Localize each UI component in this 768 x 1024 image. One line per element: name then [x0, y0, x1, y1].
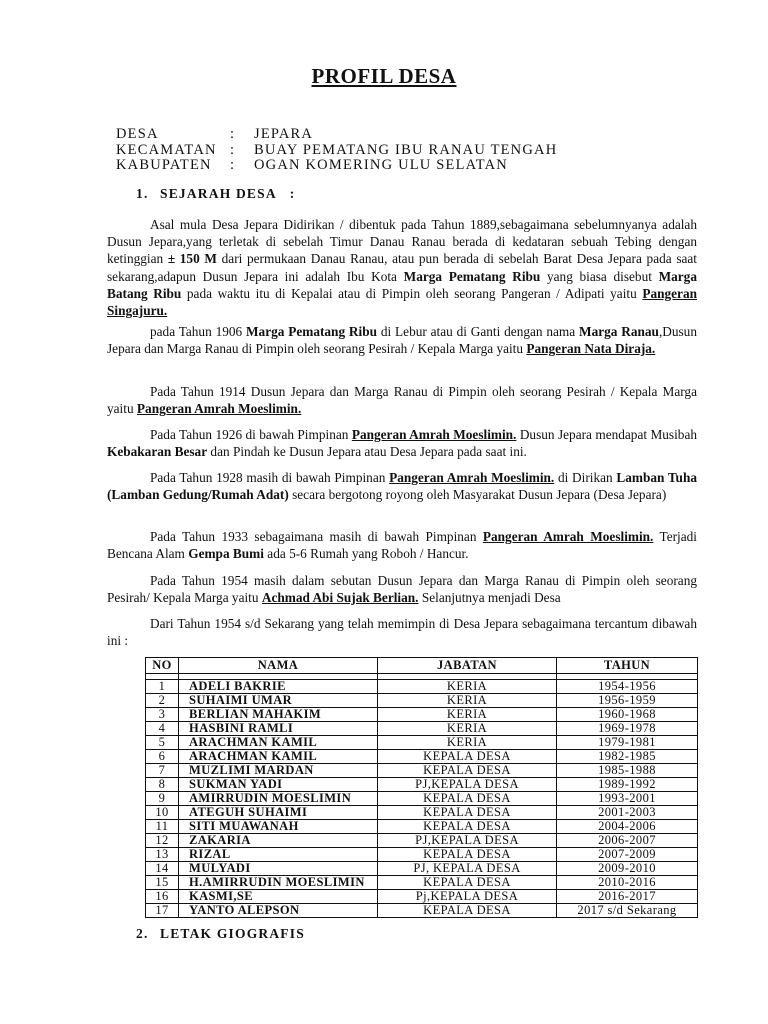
- cell-no: 3: [146, 708, 179, 722]
- text-run: ada 5-6 Rumah yang Roboh / Hancur.: [263, 546, 469, 562]
- bold-text: Lamban Tuha (Lamban Gedung/Rumah Adat): [107, 470, 697, 503]
- underlined-name: Pangeran Amrah Moeslimin.: [136, 401, 302, 417]
- table-row: [146, 890, 698, 904]
- cell-jabatan: KEPALA DESA: [378, 904, 557, 918]
- info-value: OGAN KOMERING ULU SELATAN: [254, 157, 508, 173]
- cell-nama: ATEGUH SUHAIMI: [179, 806, 378, 820]
- cell-jabatan: KEPALA DESA: [378, 792, 557, 806]
- text-run: yang biasa disebut: [540, 268, 659, 284]
- table-row: [146, 792, 698, 806]
- header-tahun: TAHUN: [557, 658, 698, 674]
- cell-jabatan: PJ, KEPALA DESA: [378, 862, 557, 876]
- table-row: [146, 708, 698, 722]
- section-number: 2.: [136, 926, 149, 941]
- section-label: LETAK GIOGRAFIS: [160, 926, 305, 941]
- cell-nama: SUHAIMI UMAR: [179, 694, 378, 708]
- underlined-name: Pangeran Amrah Moeslimin.: [389, 470, 555, 485]
- text-run: Pada Tahun 1928 masih di bawah Pimpinan: [150, 470, 390, 485]
- cell-tahun: 1969-1978: [557, 722, 698, 736]
- cell-nama: H.AMIRRUDIN MOESLIMIN: [179, 876, 378, 890]
- cell-tahun: 1979-1981: [557, 736, 698, 750]
- paragraph-2: [107, 323, 697, 357]
- text-run: Pada Tahun 1954 masih dalam sebutan Dusun Jepara dan Marga Ranau di Pimpin oleh seorang Pesirah/ Kepala Marga yaitu: [107, 573, 697, 606]
- text-run: Pada Tahun 1926 di bawah Pimpinan: [150, 427, 352, 442]
- header-jabatan: JABATAN: [378, 658, 557, 674]
- cell-tahun: 2016-2017: [557, 890, 698, 904]
- cell-no: 9: [146, 792, 179, 806]
- bold-text: Gempa Bumi: [188, 546, 264, 562]
- cell-nama: HASBINI RAMLI: [179, 722, 378, 736]
- cell-tahun: 2006-2007: [557, 834, 698, 848]
- cell-jabatan: KERIA: [378, 722, 557, 736]
- cell-jabatan: KEPALA DESA: [378, 848, 557, 862]
- table-row: [146, 736, 698, 750]
- cell-tahun: 2001-2003: [557, 806, 698, 820]
- text-run: secara bergotong royong oleh Masyarakat Dusun Jepara (Desa Jepara): [288, 487, 667, 503]
- cell-tahun: 1985-1988: [557, 764, 698, 778]
- text-run: Asal mula Desa Jepara Didirikan / dibentuk pada Tahun 1889,sebagaimana sebelumnyanya adalah Dusun Jepara,yang terletak di sebelah Timur Danau Ranau berada di kedataran sebuah Tebing dengan ketinggian: [107, 217, 697, 267]
- cell-tahun: 2017 s/d Sekarang: [557, 904, 698, 918]
- header-nama: NAMA: [179, 658, 378, 674]
- cell-jabatan: KEPALA DESA: [378, 820, 557, 834]
- bold-text: Marga Ranau: [579, 324, 659, 339]
- cell-no: 17: [146, 904, 179, 918]
- cell-no: 6: [146, 750, 179, 764]
- cell-nama: ARACHMAN KAMIL: [179, 750, 378, 764]
- cell-no: 13: [146, 848, 179, 862]
- cell-nama: YANTO ALEPSON: [179, 904, 378, 918]
- bold-text: Kebakaran Besar: [107, 444, 208, 460]
- bold-text: Marga Pematang Ribu: [246, 324, 378, 339]
- paragraph-6: [107, 528, 697, 562]
- cell-nama: MULYADI: [179, 862, 378, 876]
- village-info: [116, 127, 557, 174]
- table-row: [146, 722, 698, 736]
- cell-tahun: 1960-1968: [557, 708, 698, 722]
- text-run: dari permukaan Danau Ranau, atau pun berada di sebelah Barat Desa Jepara pada saat sekarang,adapun Dusun Jepara ini adalah Ibu Kota: [107, 251, 698, 284]
- table-row: [146, 862, 698, 876]
- cell-tahun: 1989-1992: [557, 778, 698, 792]
- section-heading-letak: [136, 926, 305, 942]
- info-row-kabupaten: [116, 158, 557, 174]
- info-key: KECAMATAN: [116, 141, 217, 158]
- table-row: [146, 680, 698, 694]
- table-row: [146, 904, 698, 918]
- cell-jabatan: KEPALA DESA: [378, 764, 557, 778]
- cell-tahun: 1954-1956: [557, 680, 698, 694]
- cell-nama: RIZAL: [179, 848, 378, 862]
- underlined-name: Pangeran Amrah Moeslimin.: [482, 529, 654, 544]
- cell-tahun: 2007-2009: [557, 848, 698, 862]
- cell-nama: BERLIAN MAHAKIM: [179, 708, 378, 722]
- table-row: [146, 778, 698, 792]
- table-row: [146, 848, 698, 862]
- cell-jabatan: KEPALA DESA: [378, 876, 557, 890]
- cell-no: 15: [146, 876, 179, 890]
- table-row: [146, 834, 698, 848]
- cell-nama: ADELI BAKRIE: [179, 680, 378, 694]
- underlined-name: Achmad Abi Sujak Berlian.: [261, 590, 419, 606]
- section-label: SEJARAH DESA :: [160, 186, 296, 201]
- cell-tahun: 2010-2016: [557, 876, 698, 890]
- paragraph-7: [107, 572, 697, 606]
- text-run: Dari Tahun 1954 s/d Sekarang yang telah memimpin di Desa Jepara sebagaimana tercantum dibawah ini :: [107, 616, 697, 649]
- cell-nama: ARACHMAN KAMIL: [179, 736, 378, 750]
- cell-tahun: 1982-1985: [557, 750, 698, 764]
- text-run: pada Tahun 1906: [150, 324, 246, 339]
- table-row: [146, 806, 698, 820]
- header-no: NO: [146, 658, 179, 674]
- section-number: 1.: [136, 186, 149, 201]
- cell-no: 16: [146, 890, 179, 904]
- info-value: BUAY PEMATANG IBU RANAU TENGAH: [254, 141, 558, 158]
- underlined-name: Pangeran Nata Diraja.: [526, 341, 656, 357]
- text-run: Terjadi Bencana Alam: [107, 529, 697, 562]
- cell-no: 11: [146, 820, 179, 834]
- cell-no: 10: [146, 806, 179, 820]
- underlined-name: Pangeran Singajuru.: [107, 285, 697, 319]
- paragraph-5: [107, 469, 697, 503]
- cell-jabatan: KERIA: [378, 736, 557, 750]
- cell-jabatan: KEPALA DESA: [378, 806, 557, 820]
- cell-tahun: 2004-2006: [557, 820, 698, 834]
- cell-nama: MUZLIMI MARDAN: [179, 764, 378, 778]
- info-row-desa: [116, 127, 557, 143]
- paragraph-3: [107, 383, 697, 417]
- info-value: JEPARA: [254, 126, 314, 142]
- table-header-row: [146, 658, 698, 674]
- cell-nama: AMIRRUDIN MOESLIMIN: [179, 792, 378, 806]
- text-run: pada waktu itu di Kepalai atau di Pimpin oleh seorang Pangeran / Adipati yaitu: [181, 285, 643, 301]
- underlined-name: Pangeran Amrah Moeslimin.: [351, 427, 517, 442]
- cell-no: 14: [146, 862, 179, 876]
- table-row: [146, 876, 698, 890]
- info-row-kecamatan: [116, 143, 557, 159]
- bold-text: ± 150 M: [167, 251, 217, 267]
- info-colon: :: [230, 157, 236, 173]
- bold-text: Marga Batang Ribu: [107, 268, 697, 301]
- table-row: [146, 764, 698, 778]
- cell-no: 5: [146, 736, 179, 750]
- cell-no: 1: [146, 680, 179, 694]
- text-run: dan Pindah ke Dusun Jepara atau Desa Jepara pada saat ini.: [207, 444, 527, 460]
- cell-nama: SUKMAN YADI: [179, 778, 378, 792]
- text-run: Dusun Jepara mendapat Musibah: [516, 427, 697, 442]
- text-run: di Lebur atau di Ganti dengan nama: [377, 324, 580, 339]
- cell-no: 8: [146, 778, 179, 792]
- text-run: di Dirikan: [554, 470, 617, 485]
- cell-no: 4: [146, 722, 179, 736]
- info-colon: :: [230, 126, 236, 142]
- paragraph-4: [107, 426, 697, 460]
- text-run: Pada Tahun 1933 sebagaimana masih di bawah Pimpinan: [150, 529, 483, 544]
- cell-jabatan: PJ,KEPALA DESA: [378, 778, 557, 792]
- cell-jabatan: KEPALA DESA: [378, 750, 557, 764]
- cell-no: 7: [146, 764, 179, 778]
- cell-nama: ZAKARIA: [179, 834, 378, 848]
- table-row: [146, 694, 698, 708]
- bold-text: Marga Pematang Ribu: [403, 268, 541, 284]
- text-run: Pada Tahun 1914 Dusun Jepara dan Marga Ranau di Pimpin oleh seorang Pesirah / Kepala Marga yaitu: [107, 384, 697, 417]
- info-key: KABUPATEN: [116, 157, 212, 173]
- cell-tahun: 1956-1959: [557, 694, 698, 708]
- cell-no: 2: [146, 694, 179, 708]
- text-run: Selanjutnya menjadi Desa: [418, 590, 561, 606]
- cell-jabatan: Pj,KEPALA DESA: [378, 890, 557, 904]
- cell-tahun: 2009-2010: [557, 862, 698, 876]
- cell-jabatan: KERIA: [378, 708, 557, 722]
- paragraph-1: [107, 216, 697, 319]
- paragraph-8: [107, 615, 697, 649]
- text-run: ,Dusun Jepara dan Marga Ranau di Pimpin oleh seorang Pesirah / Kepala Marga yaitu: [107, 324, 697, 357]
- table-row: [146, 820, 698, 834]
- info-key: DESA: [116, 126, 159, 142]
- section-heading-sejarah: [136, 186, 295, 202]
- cell-tahun: 1993-2001: [557, 792, 698, 806]
- page-title: PROFIL DESA: [311, 64, 457, 88]
- info-colon: :: [230, 141, 236, 158]
- cell-jabatan: KERIA: [378, 694, 557, 708]
- cell-jabatan: PJ,KEPALA DESA: [378, 834, 557, 848]
- cell-no: 12: [146, 834, 179, 848]
- cell-jabatan: KERIA: [378, 680, 557, 694]
- cell-nama: KASMI,SE: [179, 890, 378, 904]
- table-row: [146, 750, 698, 764]
- officials-table: [145, 657, 698, 918]
- cell-nama: SITI MUAWANAH: [179, 820, 378, 834]
